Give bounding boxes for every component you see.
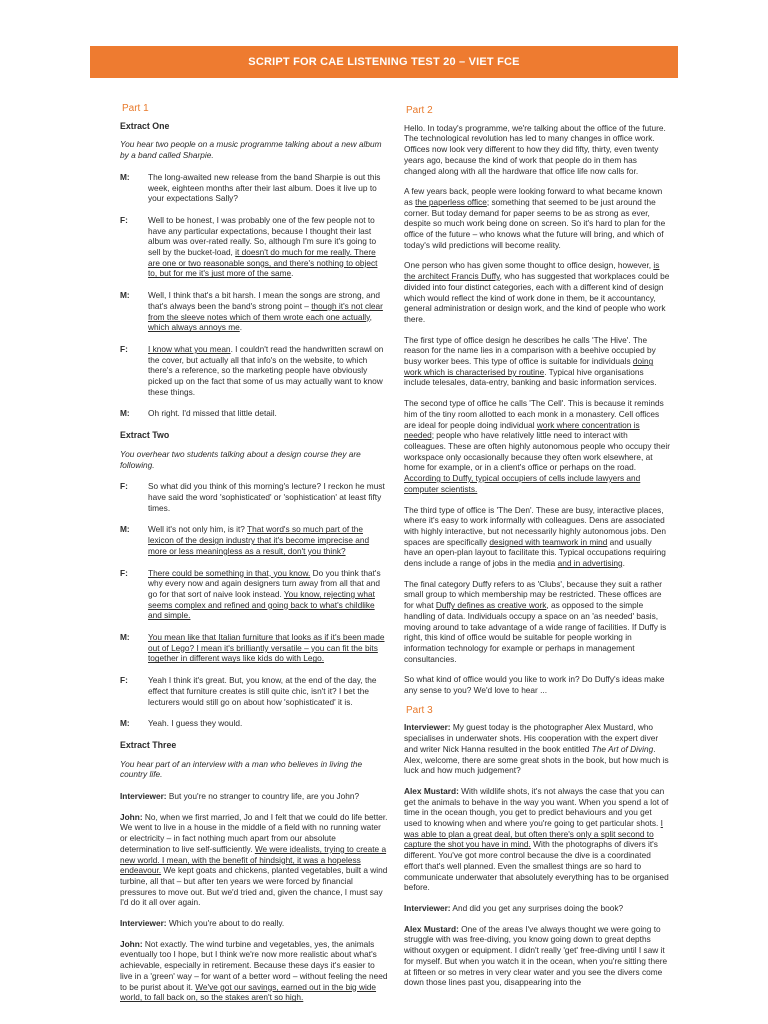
speaker-label: M: [120, 632, 130, 643]
dialogue-line [120, 632, 388, 664]
dialogue-line [120, 172, 388, 204]
underlined-answer: is the architect Francis Duffy [404, 260, 660, 282]
speaker-label: Interviewer: [404, 722, 451, 733]
speaker-label: Alex Mustard: [404, 785, 459, 796]
document-title-banner: SCRIPT FOR CAE LISTENING TEST 20 – VIET FCE [90, 46, 678, 78]
dialogue-line [120, 524, 388, 556]
text-span: And did you get any surprises doing the book? [450, 903, 624, 913]
interview-paragraph [404, 903, 670, 914]
underlined-answer: though it's not clear from the sleeve notes which of them wrote each one actually, which always annoys me [148, 300, 383, 333]
paragraph [404, 260, 670, 324]
speaker-label: John: [120, 938, 143, 949]
text-span: Well it's not only him, is it? [148, 524, 248, 535]
dialogue-text [148, 568, 388, 622]
dialogue-text [148, 344, 388, 398]
paragraph [404, 674, 670, 695]
paragraph [404, 398, 670, 494]
text-span: . Alex, welcome, there are some great shots in the book, but how much is luck and how much judgement? [404, 743, 669, 776]
text-span: The first type of office design he describes he calls 'The Hive'. The reason for the name lies in a comparison with a beehive occupied by busy worker bees. This type of office is suitable for individuals [404, 334, 656, 367]
dialogue-text [148, 632, 388, 664]
dialogue-text [148, 718, 388, 729]
underlined-answer: Duffy defines as creative work [435, 600, 547, 611]
underlined-answer: You mean like that Italian furniture that looks as if it's been made out of Lego? I mean it's brilliantly versatile – you can fit the bits together in different ways like kids do with Lego. [148, 632, 385, 664]
text-span: With the photographs of divers it's different. You've got more control because the dive is a coordinated effort that's well planned. Even the smallest things are so hard to communicate underwater that absolutely everything has to be organised before. [404, 839, 669, 893]
underlined-answer: I was able to plan a great deal, but often there's only a split second to capture the shot you have in mind. [404, 818, 663, 850]
text-span: Yeah. I guess they would. [148, 718, 243, 729]
dialogue-text [148, 408, 388, 419]
dialogue-line [120, 481, 388, 513]
speaker-label: M: [120, 290, 130, 301]
text-span: , as opposed to the simple handling of data. Individuals occupy a space on an 'as needed' basis, moving around to take advantage of a wide range of facilities. If Duffy is right, this kind of office would be suitable for people working in information technology for example or perhaps in management consultancies. [404, 600, 667, 664]
underlined-answer: the paperless office [415, 196, 487, 207]
interview-paragraph [404, 786, 670, 893]
dialogue-text [148, 172, 388, 204]
text-span: So what did you think of this morning's lecture? I reckon he must have said the word 'sophisticated' or 'sophistication' at least fifty times. [148, 481, 385, 513]
speaker-label: M: [120, 408, 130, 419]
interview-paragraph [120, 939, 388, 1003]
underlined-answer: it doesn't do much for me really. There are one or two reasonable songs, and there's nothing to object to, but for me it's just more of the same [148, 247, 378, 279]
paragraph [404, 186, 670, 250]
underlined-answer: That word's so much part of the lexicon of the design industry that it's become imprecise and more or less meaningless as a result, don't you think? [148, 524, 370, 556]
underlined-answer: You know, rejecting what seems complex and refined and going back to what's childlike and simple. [148, 588, 375, 621]
underlined-answer: We were idealists, trying to create a new world. I mean, with the benefit of hindsight, it was a hopeless endeavour. [120, 843, 387, 876]
part3-interview [404, 722, 670, 987]
text-span: . [291, 268, 294, 279]
text-span: But you're no stranger to country life, are you John? [166, 791, 360, 802]
text-span: With wildlife shots, it's not always the case that you can get the animals to behave in the way you want. When you spend a lot of time in the ocean though, you get to predict behaviours and you get used to knowing when and where you're going to get particular shots. [404, 785, 669, 829]
interview-paragraph [404, 722, 670, 776]
text-span: ; something that seemed to be just around the corner. But today demand for paper seems to be as strong as ever, despite so much work being done on screen. So it's hard to plan for the office of the future – who knows what the future will bring, and which of today's wild predictions will become reality. [404, 196, 666, 250]
underlined-answer: work where concentration is needed [404, 419, 640, 441]
text-span: Yeah I think it's great. But, you know, at the end of the day, the effect that furniture creates is still quite chic, isn't it? I bet the lecturers would still go on about how 'sophisticated' it is. [148, 675, 377, 707]
underlined-answer: designed with teamwork in mind [489, 536, 608, 547]
speaker-label: F: [120, 343, 128, 354]
paragraph [404, 123, 670, 177]
dialogue-text [148, 215, 388, 279]
dialogue-text [148, 290, 388, 333]
text-span: The final category Duffy refers to as 'Clubs', because they suit a rather small group to which membership may be restricted. These offices are for what [404, 578, 663, 611]
text-span: My guest today is the photographer Alex Mustard, who specialises in underwater shots. His cooperation with the expert diver and writer Nick Hanna resulted in the book entitled [404, 722, 659, 754]
speaker-label: Interviewer: [120, 918, 167, 929]
extract-two-intro: You overhear two students talking about a design course they are following. [120, 448, 361, 470]
extract-three-interview [120, 791, 388, 1003]
text-span: One person who has given some thought to office design, however, [404, 260, 654, 271]
underlined-answer: doing work which is characterised by routine [404, 356, 654, 377]
part2-text [404, 123, 670, 696]
text-span: , who has suggested that workplaces could be divided into four distinct categories, each with a different kind of design which would reflect the kind of work done in them, be it accountancy, general administration or design work, and the kind of people who work there. [404, 271, 670, 324]
underlined-answer: We've got our savings, earned out in the big wide world, to fall back on, so the stakes aren't so high. [120, 981, 377, 1003]
speaker-label: M: [120, 718, 130, 729]
extract-two-heading: Extract Two [120, 430, 170, 441]
dialogue-line [120, 290, 388, 333]
text-span: No, when we first married, Jo and I felt that we could do life better. We went to live in a house in the middle of a field with no running water or electricity – in fact nothing much apart from our absolute determination to live self-sufficiently. [120, 811, 388, 854]
speaker-label: F: [120, 214, 128, 225]
paragraph [404, 579, 670, 665]
dialogue-text [148, 524, 388, 556]
speaker-label: F: [120, 567, 128, 578]
text-span: . [239, 322, 243, 333]
underlined-answer: I know what you mean [148, 343, 231, 354]
part3-heading: Part 3 [406, 704, 433, 716]
dialogue-line [120, 408, 388, 419]
extract-one-heading: Extract One [120, 120, 170, 131]
part2-heading: Part 2 [406, 105, 433, 116]
underlined-answer: According to Duffy, typical occupiers of cells include lawyers and computer scientists. [404, 473, 641, 494]
text-span: Well, I think that's a bit harsh. I mean the songs are strong, and that's always been the band's strong point – [148, 290, 381, 311]
extract-one-intro: You hear two people on a music programme talking about a new album by a band called Sharpie. [120, 139, 382, 161]
text-span: The second type of office he calls 'The Cell'. This is because it reminds him of the tiny room allotted to each monk in a monastery. Cell offices are ideal for people doing individual [404, 398, 664, 430]
text-span: and usually have an open-plan layout to facilitate this. Typical occupations requiring dens include a range of jobs in the media [404, 536, 666, 569]
text-span: Not exactly. The wind turbine and vegetables, yes, the animals eventually too I hope, but I think we're now more realistic about what's achievable, especially in retirement. Because these days it's easier to live in a 'green' way – for want of a better word – without feeling the need to be purist about it. [120, 938, 388, 992]
dialogue-line [120, 675, 388, 707]
speaker-label: F: [120, 675, 128, 686]
paragraph [404, 505, 670, 569]
speaker-label: Interviewer: [120, 791, 167, 802]
paragraph [404, 335, 670, 389]
underlined-answer: There could be something in that, you know. [148, 567, 311, 578]
dialogue-line [120, 215, 388, 279]
extract-three-heading: Extract Three [120, 739, 177, 750]
speaker-label: F: [120, 481, 128, 492]
text-span: Which you're about to do really. [166, 918, 285, 929]
right-column [404, 100, 670, 998]
dialogue-line [120, 718, 388, 729]
dialogue-text [148, 481, 388, 513]
part1-heading: Part 1 [122, 103, 149, 114]
underlined-answer: and in advertising [557, 558, 623, 569]
text-span: . [622, 558, 625, 569]
extract-two-dialogue [120, 481, 388, 729]
interview-paragraph [404, 924, 670, 988]
dialogue-line [120, 568, 388, 622]
interview-paragraph [120, 791, 388, 802]
text-span: Do you think that's why every now and again designers turn away from all that and go for that sort of naive look instead. [148, 567, 381, 599]
text-span: The third type of office is 'The Den'. These are busy, interactive places, where it's easy to work informally with colleagues. Dens are associated with highly interactive, but not necessarily highly autonomous jobs. Den spaces are specifically [404, 504, 666, 547]
text-span: ; people who have relatively little need to interact with colleagues. These are often highly autonomous people who occupy their workspace only occasionally because they often work elsewhere, at home for example, or in a client's office or perhaps on the road. [404, 430, 670, 473]
speaker-label: Alex Mustard: [404, 923, 459, 934]
text-span: Oh right. I'd missed that little detail. [148, 408, 277, 419]
text-span: . I couldn't read the handwritten scrawl on the cover, but actually all that info's on the website, to which there's a reference, so the marketing people have obviously picked up on the fact that some of us may actually want to know these things. [148, 343, 384, 397]
speaker-label: John: [120, 811, 143, 822]
text-span: The long-awaited new release from the band Sharpie is out this week, eighteen months after their last album. Does it live up to your expectations Sally? [148, 171, 381, 204]
speaker-label: M: [120, 171, 130, 182]
dialogue-text [148, 675, 388, 707]
text-span: We kept goats and chickens, planted vegetables, built a wind turbine, all that – but after ten years we were forced by financial pressures to move out. But we'd tried and, given the chance, I must say I'd do it all over again. [120, 865, 388, 908]
text-span: Well to be honest, I was probably one of the few people not to have any particular expectations, because I thought their last album was over-rated really. So, although I'm sure it's going to sell by the bucket-load, [148, 214, 377, 258]
interview-paragraph [120, 918, 388, 929]
extract-one-dialogue [120, 172, 388, 419]
text-span: So what kind of office would you like to work in? Do Duffy's ideas make any sense to you? We'd love to hear ... [404, 674, 665, 696]
extract-three-intro: You hear part of an interview with a man who believes in living the country life. [120, 758, 363, 780]
interview-paragraph [120, 812, 388, 908]
speaker-label: Interviewer: [404, 903, 451, 913]
text-span: A few years back, people were looking forward to what became known as [404, 186, 663, 207]
speaker-label: M: [120, 524, 130, 535]
text-span: One of the areas I've always thought we were going to struggle with was free-diving, you know going down to great depths without oxygen or equipment. I didn't really 'get' free-diving until I saw it for myself. But when you watch it in the ocean, when you're sitting there at fifteen or so metres in very clear water and you see the divers come down those lines past you, disappearing into the [404, 923, 668, 988]
left-column [120, 100, 388, 1013]
book-title: The Art of Diving [591, 743, 654, 754]
text-span: . Typical hive organisations include telesales, data-entry, banking and basic information services. [404, 366, 657, 388]
text-span: Hello. In today's programme, we're talking about the office of the future. The technological revolution has led to many changes in office work. Offices now look very different to how they did fifty, thirty, even twenty years ago, because the kind of work that people do in them has changed along with all the hardware that office life now calls for. [404, 122, 666, 176]
dialogue-line [120, 344, 388, 398]
